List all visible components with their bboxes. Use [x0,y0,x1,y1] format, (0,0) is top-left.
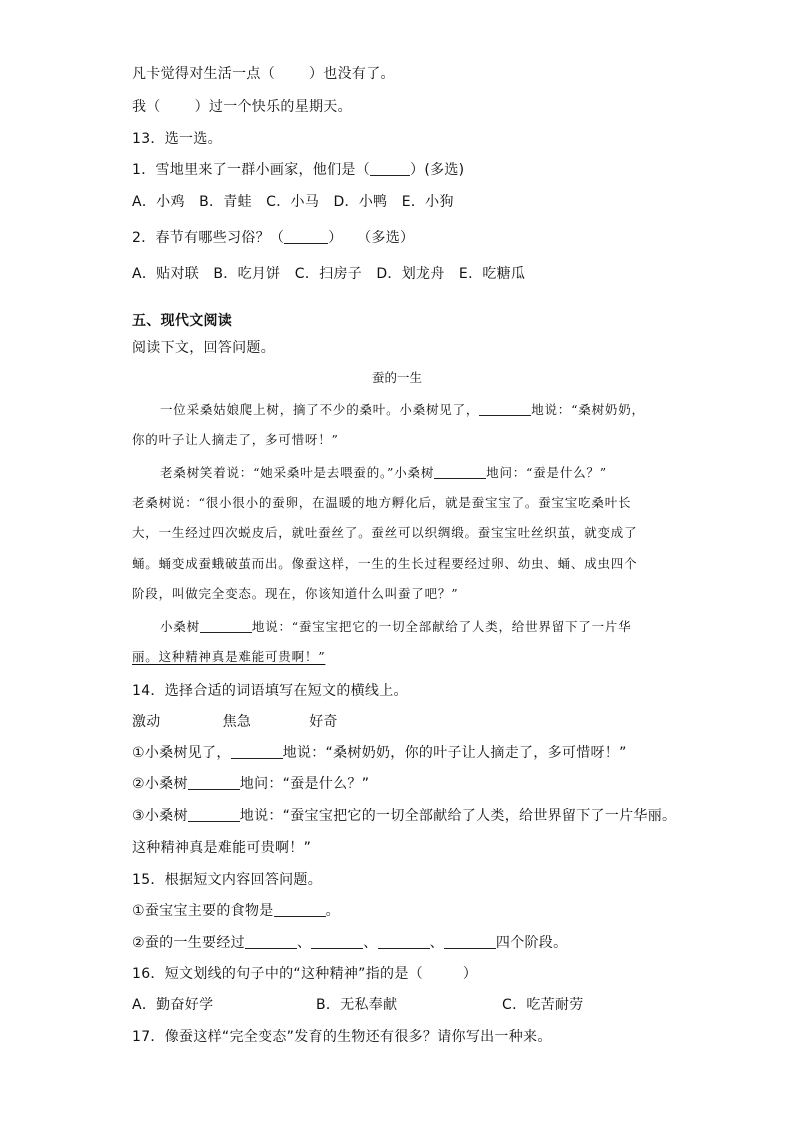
question-13-1-options: A．小鸡 B．青蛙 C．小马 D．小鸭 E．小狗 [132,194,454,210]
question-14-2: ②小桑树 地问：“蚕是什么？” [132,776,370,792]
answer-blank[interactable] [231,744,283,759]
question-14-3: ③小桑树 地说：“蚕宝宝把它的一切全部献给了人类，给世界留下了一片华丽。 [132,808,677,824]
passage-line: 小桑树 地说：“蚕宝宝把它的一切全部献给了人类，给世界留下了一片华 [160,619,632,634]
option-b[interactable]: B．无私奉献 [316,997,398,1013]
passage-line: 蛹。蛹变成蚕蛾破茧而出。像蚕这样，一生的生长过程要经过卵、幼虫、蛹、成虫四个 [132,556,638,571]
answer-blank[interactable] [284,229,328,244]
word-choice: 好奇 [309,714,338,730]
passage-blank[interactable] [434,464,486,479]
question-15-2: ②蚕的一生要经过 、 、 、 四个阶段。 [132,935,568,951]
passage-blank[interactable] [200,618,252,633]
option-a[interactable]: A．勤奋好学 [132,997,214,1013]
underlined-sentence: 丽。这种精神真是难能可贵啊！” [132,649,326,664]
passage-blank[interactable] [479,401,531,416]
answer-blank[interactable] [188,775,240,790]
question-15-1: ①蚕宝宝主要的食物是 。 [132,903,340,919]
question-13-2-options: A．贴对联 B．吃月饼 C．扫房子 D．划龙舟 E．吃糖瓜 [132,266,526,282]
question-14-3-cont: 这种精神真是难能可贵啊！” [132,840,312,856]
passage-line: 大，一生经过四次蜕皮后，就吐蚕丝了。蚕丝可以织绸缎。蚕宝宝吐丝织茧，就变成了 [132,525,638,540]
question-16-title: 16．短文划线的句子中的“这种精神”指的是（ ） [132,966,478,982]
question-15-title: 15．根据短文内容回答问题。 [132,872,323,888]
passage-line: 阶段，叫做完全变态。现在，你该知道什么叫蚕了吧？” [132,586,459,601]
passage-line: 一位采桑姑娘爬上树，摘了不少的桑叶。小桑树见了， 地说：“桑树奶奶， [160,402,645,417]
passage-line: 老桑树说：“很小很小的蚕卵，在温暖的地方孵化后，就是蚕宝宝了。蚕宝宝吃桑叶长 [132,495,632,510]
answer-blank[interactable] [311,934,363,949]
word-choices [132,712,338,732]
question-13-title: 13．选一选。 [132,131,222,147]
fill-line-1: 凡卡觉得对生活一点（ ）也没有了。 [132,66,395,82]
section-heading: 五、现代文阅读 [132,313,233,329]
answer-blank[interactable] [370,161,410,176]
question-14-1: ①小桑树见了， 地说：“桑树奶奶，你的叶子让人摘走了，多可惜呀！” [132,745,627,761]
fill-line-2: 我（ ）过一个快乐的星期天。 [132,99,352,115]
answer-blank[interactable] [245,934,297,949]
passage-line: 老桑树笑着说：“她采桑叶是去喂蚕的。”小桑树 地问：“蚕是什么？” [160,465,607,480]
passage-line: 你的叶子让人摘走了，多可惜呀！” [132,432,339,447]
question-17-title: 17．像蚕这样“完全变态”发育的生物还有很多？请你写出一种来。 [132,1029,552,1045]
question-13-2: 2．春节有哪些习俗？（ ） （多选） [132,230,415,246]
word-choice: 焦急 [222,714,252,730]
question-13-1: 1．雪地里来了一群小画家，他们是（ ）(多选) [132,162,465,178]
word-choice: 激动 [132,714,161,730]
answer-blank[interactable] [274,902,326,917]
answer-blank[interactable] [188,807,240,822]
passage-title: 蚕的一生 [371,370,422,385]
reading-instruction: 阅读下文，回答问题。 [132,340,275,356]
answer-blank[interactable] [378,934,430,949]
question-14-title: 14．选择合适的词语填写在短文的横线上。 [132,683,408,699]
answer-blank[interactable] [444,934,496,949]
option-c[interactable]: C．吃苦耐劳 [502,997,584,1013]
